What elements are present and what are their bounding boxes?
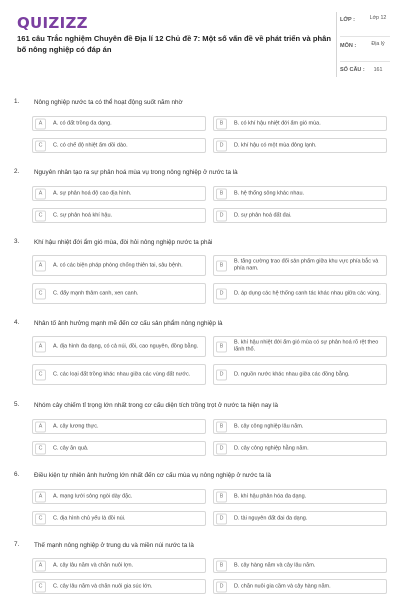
option-text: D. nguồn nước khác nhau giữa các đồng bằng.	[234, 370, 350, 377]
answer-option-a[interactable]	[32, 116, 206, 131]
option-letter: A	[35, 421, 46, 432]
answer-option-d[interactable]	[213, 283, 387, 304]
meta-separator	[340, 61, 390, 62]
answer-option-d[interactable]	[213, 208, 387, 223]
answer-option-c[interactable]	[32, 138, 206, 153]
answer-option-b[interactable]	[213, 419, 387, 434]
answer-option-b[interactable]	[213, 255, 387, 276]
option-text: C. đẩy mạnh thâm canh, xen canh.	[53, 289, 139, 296]
option-text: B. hệ thống sông khác nhau.	[234, 189, 305, 196]
option-letter: C	[35, 581, 46, 592]
option-letter: A	[35, 341, 46, 352]
option-letter: B	[216, 260, 227, 271]
option-letter: D	[216, 210, 227, 221]
option-text: C. cây lâu năm và chăn nuôi gia súc lớn.	[53, 582, 153, 589]
option-letter: A	[35, 118, 46, 129]
option-text: B. cây công nghiệp lâu năm.	[234, 422, 304, 429]
option-letter: C	[35, 140, 46, 151]
answer-option-b[interactable]	[213, 336, 387, 357]
count-value: 161	[373, 67, 383, 73]
question-number: 1.	[14, 98, 20, 105]
answer-option-b[interactable]	[213, 489, 387, 504]
option-text: B. cây hàng năm và cây lâu năm.	[234, 561, 316, 568]
answer-option-c[interactable]	[32, 283, 206, 304]
option-text: D. cây công nghiệp hằng năm.	[234, 444, 309, 451]
answer-option-d[interactable]	[213, 441, 387, 456]
question-number: 4.	[14, 319, 20, 326]
quizizz-logo: QUIZIZZ	[17, 14, 88, 32]
option-letter: B	[216, 118, 227, 129]
answer-option-a[interactable]	[32, 336, 206, 357]
option-text: A. sự phân hoá độ cao địa hình.	[53, 189, 132, 196]
option-text: C. có chế độ nhiệt ẩm dồi dào.	[53, 141, 128, 148]
answer-option-c[interactable]	[32, 364, 206, 385]
answer-option-c[interactable]	[32, 441, 206, 456]
answer-option-d[interactable]	[213, 579, 387, 594]
option-text: B. tăng cường trao đổi sản phẩm giữa khu vực phía bắc và phía nam.	[234, 258, 379, 272]
question-text: Khí hậu nhiệt đới ẩm gió mùa, đòi hỏi nông nghiệp nước ta phải	[34, 239, 213, 246]
option-letter: B	[216, 188, 227, 199]
question-text: Nhóm cây chiếm tỉ trọng lớn nhất trong cơ cấu diện tích trồng trọt ở nước ta hiện nay là	[34, 402, 279, 409]
option-text: A. mạng lưới sông ngòi dày đặc.	[53, 492, 133, 499]
count-label: SỐ CÂU :	[340, 67, 365, 73]
question-text: Thế mạnh nông nghiệp ở trung du và miền núi nước ta là	[34, 542, 194, 549]
answer-option-a[interactable]	[32, 558, 206, 573]
question-text: Nguyên nhân tạo ra sự phân hoá mùa vụ trong nông nghiệp ở nước ta là	[34, 169, 238, 176]
meta-separator	[340, 36, 390, 37]
option-text: C. địa hình chủ yếu là đồi núi.	[53, 514, 126, 521]
answer-option-a[interactable]	[32, 419, 206, 434]
question-text: Nông nghiệp nước ta có thể hoạt động suốt năm nhờ	[34, 99, 183, 106]
option-letter: C	[35, 369, 46, 380]
option-letter: C	[35, 288, 46, 299]
option-letter: C	[35, 513, 46, 524]
meta-divider	[336, 12, 337, 77]
option-letter: B	[216, 421, 227, 432]
option-text: A. có các biện pháp phòng chống thiên tai, sâu bệnh.	[53, 261, 183, 268]
option-letter: D	[216, 140, 227, 151]
option-letter: B	[216, 560, 227, 571]
option-text: B. khí hậu phân hóa đa dạng.	[234, 492, 307, 499]
option-text: C. cây ăn quả.	[53, 444, 89, 451]
option-letter: B	[216, 491, 227, 502]
option-letter: C	[35, 210, 46, 221]
question-number: 3.	[14, 238, 20, 245]
option-text: D. tài nguyên đất đai đa dạng.	[234, 514, 308, 521]
answer-option-c[interactable]	[32, 511, 206, 526]
answer-option-b[interactable]	[213, 558, 387, 573]
option-letter: A	[35, 260, 46, 271]
option-letter: B	[216, 341, 227, 352]
answer-option-c[interactable]	[32, 208, 206, 223]
option-text: A. cây lương thực.	[53, 422, 99, 429]
option-letter: D	[216, 513, 227, 524]
answer-option-d[interactable]	[213, 511, 387, 526]
option-letter: D	[216, 443, 227, 454]
option-text: A. có đất trồng đa dạng.	[53, 119, 112, 126]
question-text: Điều kiện tự nhiên ảnh hưởng lớn nhất đến cơ cấu mùa vụ nông nghiệp ở nước ta là	[34, 472, 272, 479]
option-text: B. khí hậu nhiệt đới ẩm gió mùa có sự phân hoá rõ rệt theo lãnh thổ.	[234, 339, 379, 353]
answer-option-b[interactable]	[213, 116, 387, 131]
answer-option-a[interactable]	[32, 489, 206, 504]
question-number: 6.	[14, 471, 20, 478]
document-title: 161 câu Trắc nghiệm Chuyên đề Địa lí 12 Chủ đề 7: Một số vấn đề về phát triển và phân bố nông nghiệp có đáp án	[17, 34, 331, 54]
option-letter: C	[35, 443, 46, 454]
option-text: B. có khí hậu nhiệt đới ẩm gió mùa.	[234, 119, 321, 126]
class-label: LỚP :	[340, 17, 355, 23]
answer-option-d[interactable]	[213, 138, 387, 153]
option-text: A. cây lâu năm và chăn nuôi lợn.	[53, 561, 134, 568]
answer-option-d[interactable]	[213, 364, 387, 385]
option-text: C. sự phân hoá khí hậu.	[53, 211, 113, 218]
option-letter: A	[35, 491, 46, 502]
question-number: 5.	[14, 401, 20, 408]
option-letter: D	[216, 288, 227, 299]
class-value: Lớp 12	[369, 15, 387, 21]
option-text: D. áp dụng các hệ thống canh tác khác nhau giữa các vùng.	[234, 289, 381, 296]
option-text: D. khí hậu có một mùa đông lạnh.	[234, 141, 317, 148]
option-text: D. chăn nuôi gia cầm và cây hàng năm.	[234, 582, 331, 589]
option-letter: D	[216, 369, 227, 380]
question-number: 7.	[14, 541, 20, 548]
subject-label: MÔN :	[340, 43, 357, 49]
answer-option-b[interactable]	[213, 186, 387, 201]
option-letter: A	[35, 188, 46, 199]
answer-option-a[interactable]	[32, 255, 206, 276]
option-text: A. địa hình đa dạng, có cả núi, đồi, cao nguyên, đồng bằng.	[53, 342, 199, 349]
subject-value: Địa lý	[371, 41, 385, 47]
option-text: C. các loại đất trồng khác nhau giữa các vùng đất nước.	[53, 370, 191, 377]
option-letter: A	[35, 560, 46, 571]
option-letter: D	[216, 581, 227, 592]
answer-option-c[interactable]	[32, 579, 206, 594]
option-text: D. sự phân hoá đất đai.	[234, 211, 292, 218]
answer-option-a[interactable]	[32, 186, 206, 201]
question-text: Nhân tố ảnh hưởng mạnh mẽ đến cơ cấu sản phẩm nông nghiệp là	[34, 320, 223, 327]
question-number: 2.	[14, 168, 20, 175]
